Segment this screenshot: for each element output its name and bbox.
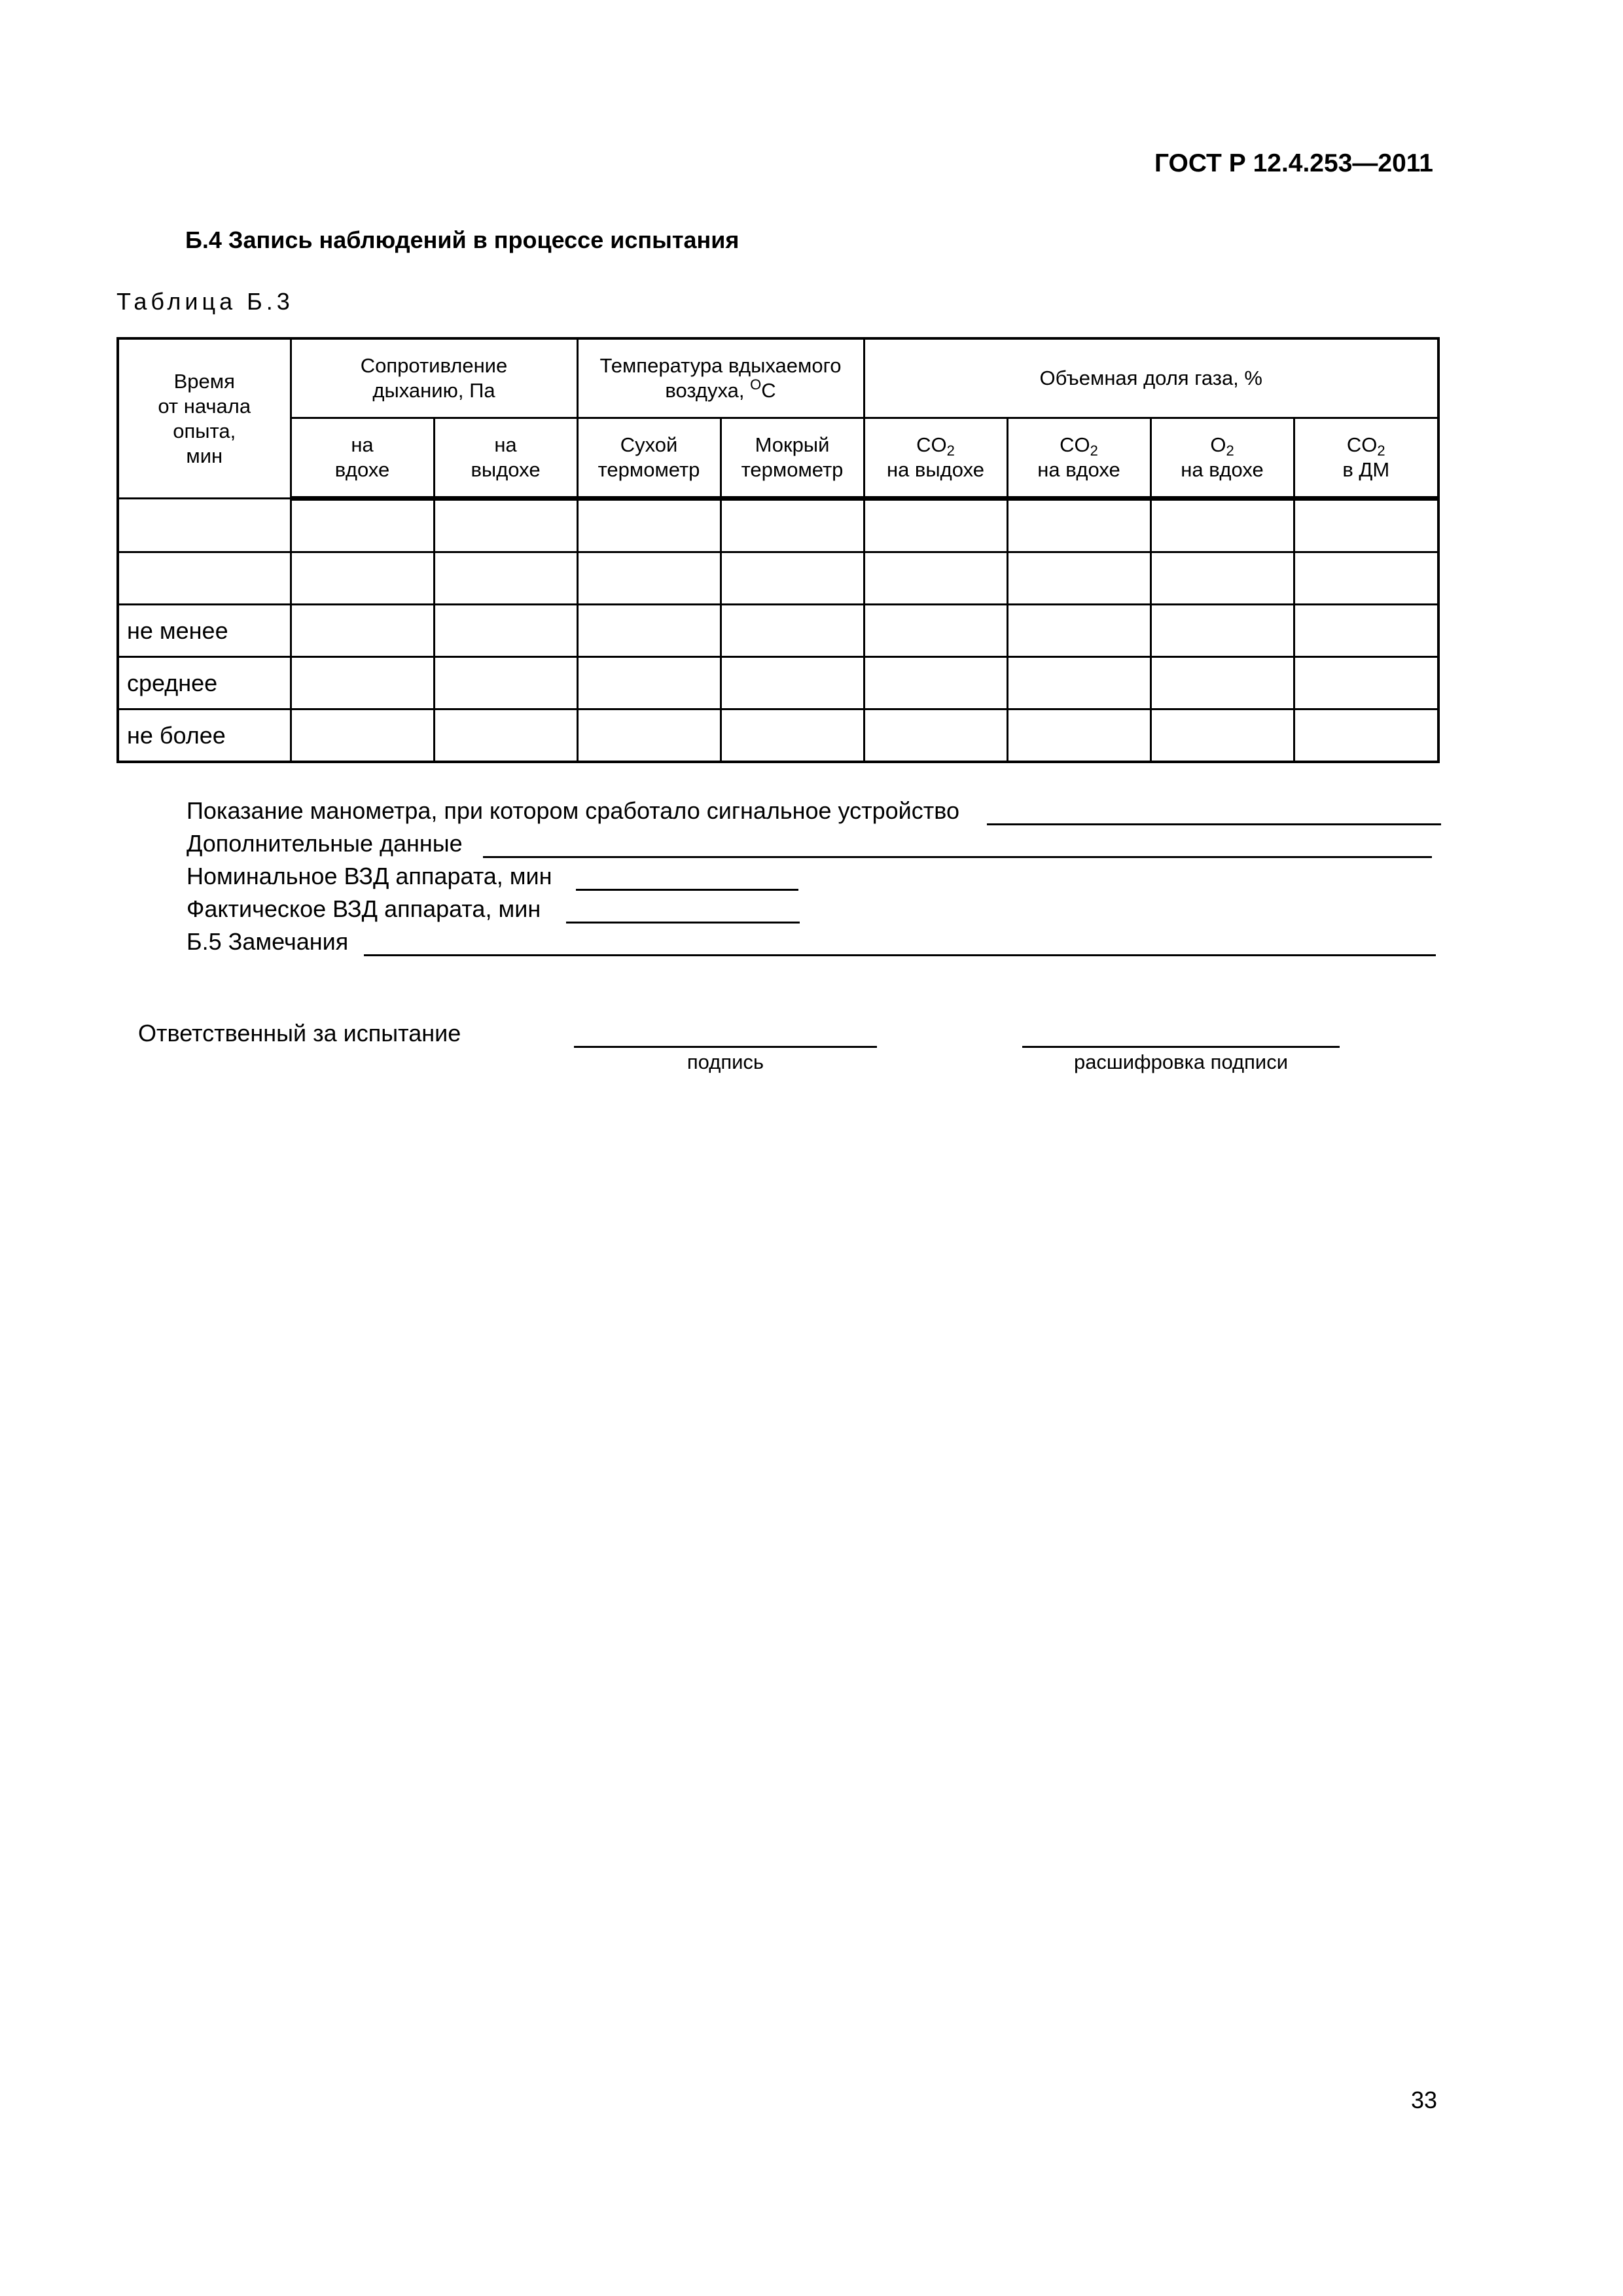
- table-caption: Таблица Б.3: [116, 288, 294, 315]
- additional-data-blank[interactable]: [483, 856, 1432, 858]
- table-cell[interactable]: [721, 605, 864, 657]
- table-cell[interactable]: [434, 552, 577, 605]
- subheader-chem: [1012, 433, 1146, 457]
- remarks-label: Б.5 Замечания: [187, 928, 349, 955]
- subheader-line: на вдохе: [1037, 458, 1120, 481]
- nominal-time-blank[interactable]: [576, 889, 798, 891]
- subheader-exhale-resistance: [434, 418, 577, 499]
- page-number: 33: [1410, 2087, 1437, 2113]
- table-row: [118, 605, 1438, 657]
- subheader-chem: [1299, 433, 1434, 457]
- table-cell[interactable]: [434, 657, 577, 709]
- temperature-unit: C: [761, 379, 776, 402]
- nominal-time-label: Номинальное ВЗД аппарата, мин: [187, 863, 552, 889]
- responsible-label: Ответственный за испытание: [138, 1020, 461, 1047]
- table-cell[interactable]: [1150, 552, 1294, 605]
- table-cell[interactable]: [291, 605, 434, 657]
- signature-hint: подпись: [687, 1050, 764, 1073]
- subheader-line: вдохе: [334, 458, 390, 481]
- table-cell[interactable]: [1150, 709, 1294, 762]
- table-cell[interactable]: [577, 605, 721, 657]
- chem-index: 2: [1226, 442, 1234, 459]
- actual-time-label: Фактическое ВЗД аппарата, мин: [187, 895, 541, 922]
- table-cell[interactable]: [291, 709, 434, 762]
- header-temperature-line: [582, 378, 859, 403]
- additional-data-label: Дополнительные данные: [187, 830, 463, 857]
- table-header-row: [118, 338, 1438, 418]
- subheader-co2-inhale: [1007, 418, 1150, 499]
- table-cell[interactable]: [577, 657, 721, 709]
- signature-blank[interactable]: [574, 1046, 877, 1048]
- table-cell[interactable]: [1294, 499, 1438, 552]
- table-cell[interactable]: [864, 709, 1007, 762]
- table-cell[interactable]: [721, 709, 864, 762]
- table-cell[interactable]: [1150, 605, 1294, 657]
- subheader-line: на вдохе: [1181, 458, 1264, 481]
- header-time-line: Время: [173, 369, 235, 393]
- header-temperature: [577, 338, 864, 418]
- table-cell[interactable]: [577, 709, 721, 762]
- subheader-line: на: [494, 433, 517, 456]
- table-cell[interactable]: [291, 499, 434, 552]
- table-cell[interactable]: [864, 499, 1007, 552]
- document-code: ГОСТ Р 12.4.253—2011: [1154, 149, 1433, 177]
- subheader-o2-inhale: [1150, 418, 1294, 499]
- table-row: [118, 657, 1438, 709]
- table-cell[interactable]: [1007, 605, 1150, 657]
- subheader-wet-thermometer: [721, 418, 864, 499]
- chem-index: 2: [946, 442, 955, 459]
- table-cell[interactable]: [1294, 657, 1438, 709]
- header-time: [118, 338, 291, 499]
- decoding-hint: расшифровка подписи: [1073, 1050, 1289, 1073]
- row-label: среднее: [118, 657, 291, 709]
- chem-index: 2: [1090, 442, 1098, 459]
- subheader-dry-thermometer: [577, 418, 721, 499]
- table-cell[interactable]: [1294, 605, 1438, 657]
- section-title: Б.4 Запись наблюдений в процессе испытания: [185, 226, 740, 253]
- table-subheader-row: [118, 418, 1438, 499]
- table-cell[interactable]: [864, 605, 1007, 657]
- table-cell[interactable]: [291, 657, 434, 709]
- table-cell[interactable]: [1007, 709, 1150, 762]
- subheader-line: на: [351, 433, 374, 456]
- subheader-chem: [869, 433, 1003, 457]
- chem-formula: CO: [916, 433, 947, 456]
- observation-table: [116, 337, 1440, 763]
- table-row: [118, 552, 1438, 605]
- row-label: [118, 552, 291, 605]
- subheader-co2-mask: [1294, 418, 1438, 499]
- subheader-line: Сухой: [620, 433, 678, 456]
- table-cell[interactable]: [864, 657, 1007, 709]
- manometer-blank[interactable]: [987, 823, 1441, 825]
- table-row: [118, 499, 1438, 552]
- table-cell[interactable]: [1150, 657, 1294, 709]
- chem-formula: CO: [1060, 433, 1090, 456]
- subheader-inhale-resistance: [291, 418, 434, 499]
- subheader-chem: [1156, 433, 1289, 457]
- chem-index: 2: [1377, 442, 1385, 459]
- temperature-prefix: воздуха,: [665, 379, 751, 402]
- header-temperature-line: Температура вдыхаемого: [599, 354, 842, 377]
- header-time-line: мин: [186, 444, 223, 467]
- table-cell[interactable]: [577, 499, 721, 552]
- subheader-line: термометр: [741, 458, 844, 481]
- table-cell[interactable]: [721, 499, 864, 552]
- degree-sup: O: [750, 376, 762, 393]
- subheader-line: в ДМ: [1342, 458, 1390, 481]
- table-cell[interactable]: [434, 709, 577, 762]
- header-gas-fraction: Объемная доля газа, %: [864, 338, 1438, 418]
- row-label: не более: [118, 709, 291, 762]
- subheader-co2-exhale: [864, 418, 1007, 499]
- decoding-blank[interactable]: [1022, 1046, 1340, 1048]
- table-cell[interactable]: [721, 657, 864, 709]
- chem-formula: O: [1210, 433, 1226, 456]
- remarks-blank[interactable]: [364, 954, 1436, 956]
- subheader-line: выдохе: [471, 458, 541, 481]
- header-resistance: [291, 338, 577, 418]
- table-cell[interactable]: [1294, 709, 1438, 762]
- table-cell[interactable]: [434, 499, 577, 552]
- table-cell[interactable]: [1007, 499, 1150, 552]
- subheader-line: на выдохе: [886, 458, 985, 481]
- header-resistance-line: Сопротивление: [360, 354, 508, 377]
- table-cell[interactable]: [1007, 657, 1150, 709]
- table-cell[interactable]: [577, 552, 721, 605]
- table-cell[interactable]: [721, 552, 864, 605]
- chem-formula: CO: [1346, 433, 1378, 456]
- manometer-label: Показание манометра, при котором сработало сигнальное устройство: [187, 797, 960, 824]
- header-time-line: от начала: [158, 394, 251, 418]
- subheader-line: термометр: [597, 458, 700, 481]
- table-cell[interactable]: [864, 552, 1007, 605]
- header-time-line: опыта,: [173, 419, 236, 442]
- table-cell[interactable]: [1150, 499, 1294, 552]
- table-row: [118, 709, 1438, 762]
- table-cell[interactable]: [1294, 552, 1438, 605]
- header-resistance-line: дыханию, Па: [372, 379, 495, 402]
- table-cell[interactable]: [434, 605, 577, 657]
- table-cell[interactable]: [1007, 552, 1150, 605]
- subheader-line: Мокрый: [755, 433, 830, 456]
- row-label: [118, 499, 291, 552]
- actual-time-blank[interactable]: [566, 922, 800, 924]
- row-label: не менее: [118, 605, 291, 657]
- table-cell[interactable]: [291, 552, 434, 605]
